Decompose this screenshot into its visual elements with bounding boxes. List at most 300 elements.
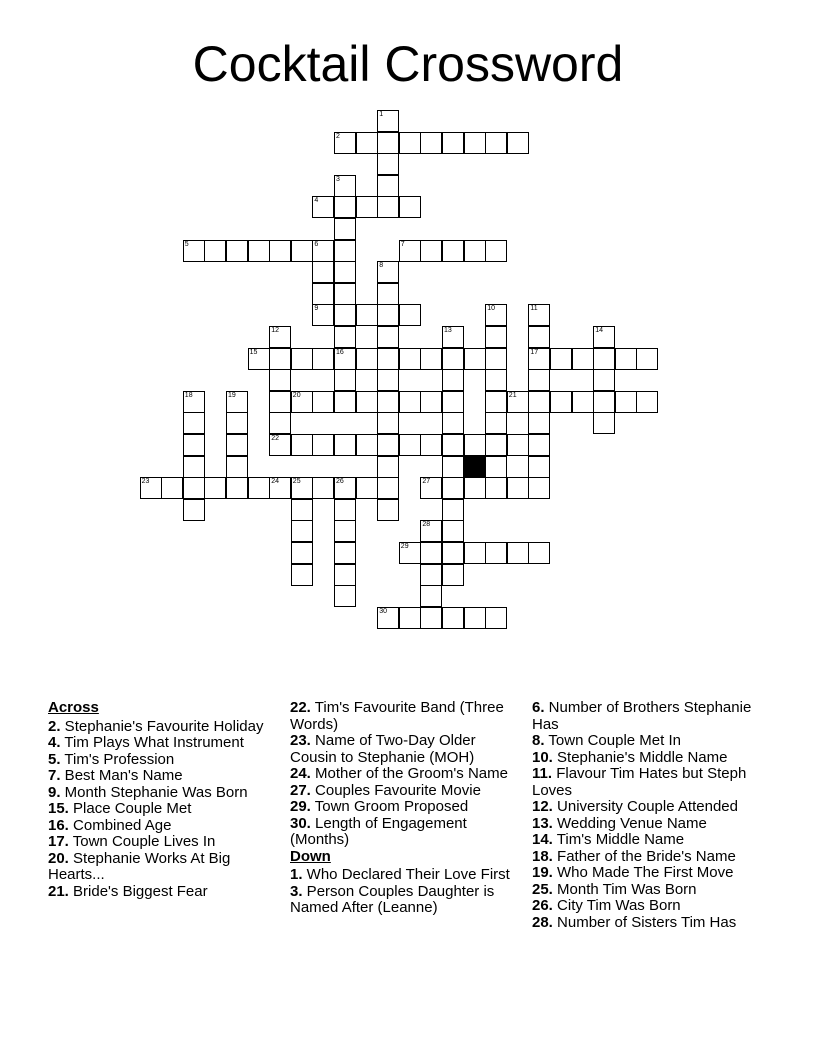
grid-cell[interactable] — [550, 348, 572, 370]
grid-cell[interactable] — [312, 196, 334, 218]
clue-item-number: 25. — [532, 880, 553, 898]
clue-number: 26 — [336, 478, 344, 486]
grid-cell[interactable] — [226, 240, 248, 262]
grid-cell[interactable] — [464, 240, 486, 262]
clue-item — [532, 733, 772, 750]
clue-item-text: Wedding Venue Name — [552, 814, 707, 832]
grid-cell[interactable] — [356, 304, 378, 326]
grid-cell[interactable] — [334, 261, 356, 283]
clue-item — [532, 816, 772, 833]
clue-number: 27 — [422, 478, 431, 486]
clue-item-text: Number of Brothers Stephanie Has — [532, 699, 752, 733]
grid-cell[interactable] — [291, 520, 313, 542]
grid-cell[interactable] — [291, 499, 313, 521]
clue-item — [48, 851, 276, 884]
grid-cell[interactable] — [269, 348, 291, 370]
clue-item-number: 15. — [48, 800, 69, 817]
grid-cell[interactable] — [334, 218, 356, 240]
clue-item-number: 14. — [532, 831, 553, 848]
grid-cell[interactable] — [464, 434, 486, 456]
grid-cell[interactable] — [377, 607, 399, 629]
clue-item-number: 18. — [532, 847, 553, 865]
grid-cell[interactable] — [312, 304, 334, 326]
grid-cell[interactable] — [399, 348, 421, 370]
grid-cell[interactable] — [377, 304, 399, 326]
grid-cell[interactable] — [334, 434, 356, 456]
grid-cell[interactable] — [399, 607, 421, 629]
grid-cell[interactable] — [420, 348, 442, 370]
grid-cell[interactable] — [593, 326, 615, 348]
grid-cell[interactable] — [593, 348, 615, 370]
grid-cell[interactable] — [226, 456, 248, 478]
grid-cell[interactable] — [485, 434, 507, 456]
grid-cell[interactable] — [248, 348, 270, 370]
grid-cell[interactable] — [334, 369, 356, 391]
clue-item — [290, 884, 520, 917]
grid-cell[interactable] — [442, 240, 464, 262]
clue-item-text: Town Couple Met In — [544, 732, 681, 749]
grid-cell[interactable] — [464, 132, 486, 154]
grid-cell[interactable] — [485, 304, 507, 326]
grid-cell[interactable] — [377, 326, 399, 348]
clue-item-text: Stephanie Works At Big Hearts... — [48, 849, 231, 883]
clue-item-number: 5. — [48, 750, 61, 768]
grid-cell[interactable] — [377, 132, 399, 154]
grid-cell[interactable] — [420, 542, 442, 564]
grid-cell[interactable] — [183, 499, 205, 521]
clue-item-number: 30. — [290, 814, 311, 832]
clue-item-number: 6. — [532, 699, 545, 716]
clue-number: 19 — [228, 391, 236, 399]
down-clues-part-2 — [532, 700, 772, 931]
grid-cell[interactable] — [464, 477, 486, 499]
grid-cell[interactable] — [550, 391, 572, 413]
grid-cell[interactable] — [485, 412, 507, 434]
grid-cell[interactable] — [334, 564, 356, 586]
clue-number: 17 — [530, 348, 539, 356]
grid-cell[interactable] — [593, 412, 615, 434]
clue-item — [48, 735, 276, 752]
grid-cell[interactable] — [356, 391, 378, 413]
grid-cell[interactable] — [356, 477, 378, 499]
grid-cell[interactable] — [399, 542, 421, 564]
clue-number: 1 — [379, 111, 384, 118]
clue-number: 23 — [141, 478, 150, 486]
grid-cell[interactable] — [161, 477, 183, 499]
grid-cell[interactable] — [420, 477, 442, 499]
clue-item-text: Combined Age — [68, 816, 172, 834]
clue-item-number: 4. — [48, 734, 61, 751]
grid-cell[interactable] — [269, 326, 291, 348]
grid-cell[interactable] — [377, 499, 399, 521]
clue-item — [532, 849, 772, 866]
clue-item-text: Mother of the Groom's Name — [310, 765, 508, 782]
clue-item — [290, 700, 520, 733]
grid-cell[interactable] — [485, 607, 507, 629]
grid-cell[interactable] — [399, 196, 421, 218]
clue-item-number: 16. — [48, 816, 69, 834]
grid-cell[interactable] — [377, 175, 399, 197]
grid-cell[interactable] — [420, 520, 442, 542]
grid-cell[interactable] — [291, 477, 313, 499]
grid-cell[interactable] — [312, 434, 334, 456]
clue-number: 15 — [249, 348, 258, 356]
clue-number: 7 — [400, 240, 405, 248]
black-cell — [464, 456, 486, 478]
grid-cell[interactable] — [507, 542, 529, 564]
grid-cell[interactable] — [377, 391, 399, 413]
grid-cell[interactable] — [248, 240, 270, 262]
grid-cell[interactable] — [442, 564, 464, 586]
grid-cell[interactable] — [485, 132, 507, 154]
grid-cell[interactable] — [226, 434, 248, 456]
grid-cell[interactable] — [442, 542, 464, 564]
grid-cell[interactable] — [528, 348, 550, 370]
grid-cell[interactable] — [334, 520, 356, 542]
grid-cell[interactable] — [572, 348, 594, 370]
clue-item-text: Month Tim Was Born — [552, 880, 697, 898]
clue-number: 9 — [314, 305, 319, 313]
grid-cell[interactable] — [420, 391, 442, 413]
grid-cell[interactable] — [377, 196, 399, 218]
grid-cell[interactable] — [312, 391, 334, 413]
grid-cell[interactable] — [442, 456, 464, 478]
clues-column-3 — [532, 700, 772, 931]
clue-item-number: 13. — [532, 814, 553, 832]
grid-cell[interactable] — [593, 391, 615, 413]
grid-cell[interactable] — [312, 348, 334, 370]
grid-cell[interactable] — [377, 477, 399, 499]
grid-cell[interactable] — [420, 434, 442, 456]
grid-cell[interactable] — [226, 412, 248, 434]
grid-cell[interactable] — [183, 434, 205, 456]
grid-cell[interactable] — [334, 348, 356, 370]
clue-item-number: 11. — [532, 765, 553, 782]
grid-cell[interactable] — [334, 196, 356, 218]
grid-cell[interactable] — [593, 369, 615, 391]
clue-item-number: 28. — [532, 913, 553, 931]
grid-cell[interactable] — [442, 499, 464, 521]
grid-cell[interactable] — [377, 412, 399, 434]
clues-column-2 — [290, 700, 520, 917]
grid-cell[interactable] — [269, 412, 291, 434]
clue-number: 11 — [530, 305, 538, 313]
clue-item — [532, 799, 772, 816]
grid-cell[interactable] — [442, 434, 464, 456]
grid-cell[interactable] — [399, 434, 421, 456]
grid-cell[interactable] — [183, 240, 205, 262]
clue-item-text: Flavour Tim Hates but Steph Loves — [532, 765, 747, 799]
clue-number: 13 — [444, 327, 452, 334]
clue-item-text: Name of Two-Day Older Cousin to Stephanie (MOH) — [290, 732, 476, 766]
grid-cell[interactable] — [334, 283, 356, 305]
grid-cell[interactable] — [226, 391, 248, 413]
grid-cell[interactable] — [269, 434, 291, 456]
across-clues-part-2 — [290, 700, 520, 849]
clue-item-text: Father of the Bride's Name — [552, 847, 736, 865]
grid-cell[interactable] — [528, 326, 550, 348]
clue-item-number: 20. — [48, 849, 69, 867]
clue-number: 20 — [292, 391, 301, 399]
grid-cell[interactable] — [485, 326, 507, 348]
grid-cell[interactable] — [420, 564, 442, 586]
grid-cell[interactable] — [485, 369, 507, 391]
grid-cell[interactable] — [334, 499, 356, 521]
grid-cell[interactable] — [572, 391, 594, 413]
grid-cell[interactable] — [485, 542, 507, 564]
grid-cell[interactable] — [442, 607, 464, 629]
clue-item-text: Tim Plays What Instrument — [60, 734, 244, 751]
clue-item — [48, 785, 276, 802]
grid-cell[interactable] — [528, 542, 550, 564]
grid-cell[interactable] — [269, 391, 291, 413]
clue-item-text: Tim's Profession — [60, 750, 175, 768]
grid-cell[interactable] — [269, 477, 291, 499]
grid-cell[interactable] — [636, 391, 658, 413]
grid-cell[interactable] — [399, 240, 421, 262]
clue-item-number: 21. — [48, 882, 69, 900]
clue-number: 4 — [314, 197, 319, 205]
clue-item-text: Stephanie's Middle Name — [552, 748, 728, 766]
grid-cell[interactable] — [291, 240, 313, 262]
grid-cell[interactable] — [356, 196, 378, 218]
clue-number: 18 — [184, 391, 193, 399]
clue-number: 21 — [508, 391, 517, 399]
grid-cell[interactable] — [464, 607, 486, 629]
grid-cell[interactable] — [485, 240, 507, 262]
grid-cell[interactable] — [399, 304, 421, 326]
clue-item-text: Who Declared Their Love First — [302, 866, 510, 883]
grid-cell[interactable] — [291, 542, 313, 564]
grid-cell[interactable] — [334, 391, 356, 413]
clue-item — [48, 752, 276, 769]
clue-item — [48, 834, 276, 851]
clue-item-number: 27. — [290, 781, 311, 799]
clue-number: 10 — [487, 305, 495, 313]
clue-item-number: 12. — [532, 798, 553, 815]
grid-cell[interactable] — [442, 369, 464, 391]
clue-item-text: Person Couples Daughter is Named After (Leanne) — [290, 882, 495, 916]
grid-cell[interactable] — [507, 391, 529, 413]
grid-cell[interactable] — [528, 369, 550, 391]
clue-item-number: 8. — [532, 732, 545, 749]
grid-cell[interactable] — [334, 132, 356, 154]
grid-cell[interactable] — [442, 326, 464, 348]
clue-item — [290, 783, 520, 800]
clue-item-number: 19. — [532, 864, 553, 881]
grid-cell[interactable] — [248, 477, 270, 499]
grid-cell[interactable] — [442, 412, 464, 434]
grid-cell[interactable] — [377, 434, 399, 456]
grid-cell[interactable] — [442, 348, 464, 370]
grid-cell[interactable] — [528, 304, 550, 326]
clue-item-text: Tim's Favourite Band (Three Words) — [290, 699, 504, 733]
grid-cell[interactable] — [312, 477, 334, 499]
grid-cell[interactable] — [312, 283, 334, 305]
grid-cell[interactable] — [636, 348, 658, 370]
grid-cell[interactable] — [528, 434, 550, 456]
grid-cell[interactable] — [334, 585, 356, 607]
grid-cell[interactable] — [204, 240, 226, 262]
grid-cell[interactable] — [420, 607, 442, 629]
grid-cell[interactable] — [615, 391, 637, 413]
clue-item — [290, 799, 520, 816]
clue-item — [48, 818, 276, 835]
clue-item — [48, 801, 276, 818]
clue-item — [532, 915, 772, 932]
clue-item-number: 22. — [290, 699, 311, 716]
grid-cell[interactable] — [312, 261, 334, 283]
down-heading: Down — [290, 847, 331, 865]
clue-number: 6 — [314, 240, 319, 248]
grid-cell[interactable] — [507, 434, 529, 456]
grid-cell[interactable] — [183, 412, 205, 434]
grid-cell[interactable] — [464, 348, 486, 370]
clue-item — [290, 816, 520, 849]
grid-cell[interactable] — [183, 477, 205, 499]
clue-item — [532, 865, 772, 882]
grid-cell[interactable] — [528, 391, 550, 413]
grid-cell[interactable] — [269, 240, 291, 262]
clue-item-text: Town Groom Proposed — [310, 798, 469, 815]
clue-item-number: 3. — [290, 882, 303, 900]
grid-cell[interactable] — [507, 477, 529, 499]
grid-cell[interactable] — [334, 240, 356, 262]
grid-cell[interactable] — [442, 391, 464, 413]
across-clues-part-1 — [48, 719, 276, 901]
grid-cell[interactable] — [485, 477, 507, 499]
grid-cell[interactable] — [334, 175, 356, 197]
clue-number: 2 — [336, 132, 340, 140]
clue-item-text: Who Made The First Move — [552, 864, 734, 881]
grid-cell[interactable] — [442, 520, 464, 542]
grid-cell[interactable] — [377, 456, 399, 478]
page-title: Cocktail Crossword — [192, 36, 624, 92]
clue-item — [532, 766, 772, 799]
grid-cell[interactable] — [377, 369, 399, 391]
clue-item — [532, 700, 772, 733]
grid-cell[interactable] — [334, 326, 356, 348]
grid-cell[interactable] — [399, 391, 421, 413]
clue-item-number: 26. — [532, 897, 553, 914]
grid-cell[interactable] — [377, 261, 399, 283]
clue-item-number: 17. — [48, 833, 69, 850]
grid-cell[interactable] — [356, 132, 378, 154]
grid-cell[interactable] — [420, 585, 442, 607]
clue-item — [48, 719, 276, 736]
across-heading: Across — [48, 699, 99, 716]
clue-item-text: University Couple Attended — [552, 798, 738, 815]
clue-number: 3 — [336, 175, 340, 183]
grid-cell[interactable] — [377, 348, 399, 370]
clue-item-text: Place Couple Met — [68, 800, 192, 817]
clue-number: 16 — [336, 348, 344, 356]
grid-cell[interactable] — [464, 542, 486, 564]
clue-item-text: Length of Engagement (Months) — [290, 814, 467, 848]
grid-cell[interactable] — [442, 477, 464, 499]
grid-cell[interactable] — [291, 391, 313, 413]
grid-cell[interactable] — [334, 477, 356, 499]
clue-number: 30 — [379, 607, 387, 615]
clue-number: 25 — [292, 478, 301, 486]
clue-number: 8 — [379, 262, 384, 270]
clue-number: 24 — [271, 478, 279, 486]
grid-cell[interactable] — [140, 477, 162, 499]
clue-item-text: Number of Sisters Tim Has — [552, 913, 737, 931]
grid-cell[interactable] — [420, 132, 442, 154]
grid-cell[interactable] — [442, 132, 464, 154]
clue-item — [290, 733, 520, 766]
grid-cell[interactable] — [485, 348, 507, 370]
down-clues-part-1 — [290, 867, 520, 917]
grid-cell[interactable] — [615, 348, 637, 370]
grid-cell[interactable] — [528, 412, 550, 434]
clue-item-number: 10. — [532, 748, 553, 766]
grid-cell[interactable] — [183, 456, 205, 478]
grid-cell[interactable] — [269, 369, 291, 391]
grid-cell[interactable] — [420, 240, 442, 262]
clue-item — [532, 898, 772, 915]
clue-number: 29 — [400, 543, 409, 550]
clue-number: 22 — [271, 435, 279, 442]
clue-item-text: Town Couple Lives In — [68, 833, 216, 850]
clue-item-number: 23. — [290, 732, 311, 749]
clue-item — [290, 867, 520, 884]
grid-cell[interactable] — [183, 391, 205, 413]
grid-cell[interactable] — [334, 542, 356, 564]
clue-item-text: Bride's Biggest Fear — [68, 882, 208, 900]
clue-number: 12 — [271, 327, 279, 334]
clues-column-1 — [48, 700, 276, 900]
grid-cell[interactable] — [356, 348, 378, 370]
grid-cell[interactable] — [377, 283, 399, 305]
clue-number: 14 — [595, 327, 603, 334]
grid-cell[interactable] — [291, 434, 313, 456]
grid-cell[interactable] — [485, 456, 507, 478]
clue-item-number: 9. — [48, 783, 61, 801]
clue-item-text: Tim's Middle Name — [552, 831, 685, 848]
grid-cell[interactable] — [291, 564, 313, 586]
clue-item — [48, 884, 276, 901]
grid-cell[interactable] — [204, 477, 226, 499]
clue-item-number: 2. — [48, 717, 61, 735]
clue-item-text: City Tim Was Born — [552, 897, 681, 914]
grid-cell[interactable] — [528, 456, 550, 478]
grid-cell[interactable] — [399, 132, 421, 154]
grid-cell[interactable] — [377, 110, 399, 132]
clue-item-text: Month Stephanie Was Born — [60, 783, 248, 801]
grid-cell[interactable] — [528, 477, 550, 499]
clue-item — [48, 768, 276, 785]
clue-item-number: 7. — [48, 767, 61, 784]
clue-item — [532, 750, 772, 767]
clue-item-number: 24. — [290, 765, 311, 782]
clue-item-text: Best Man's Name — [60, 767, 183, 784]
grid-cell[interactable] — [377, 153, 399, 175]
clue-item — [532, 832, 772, 849]
grid-cell[interactable] — [485, 391, 507, 413]
grid-cell[interactable] — [291, 348, 313, 370]
grid-cell[interactable] — [356, 434, 378, 456]
grid-cell[interactable] — [226, 477, 248, 499]
clue-item — [290, 766, 520, 783]
grid-cell[interactable] — [312, 240, 334, 262]
clue-item-text: Couples Favourite Movie — [310, 781, 481, 799]
clue-number: 28 — [422, 521, 431, 529]
clue-item-number: 29. — [290, 798, 311, 815]
grid-cell[interactable] — [334, 304, 356, 326]
grid-cell[interactable] — [507, 132, 529, 154]
